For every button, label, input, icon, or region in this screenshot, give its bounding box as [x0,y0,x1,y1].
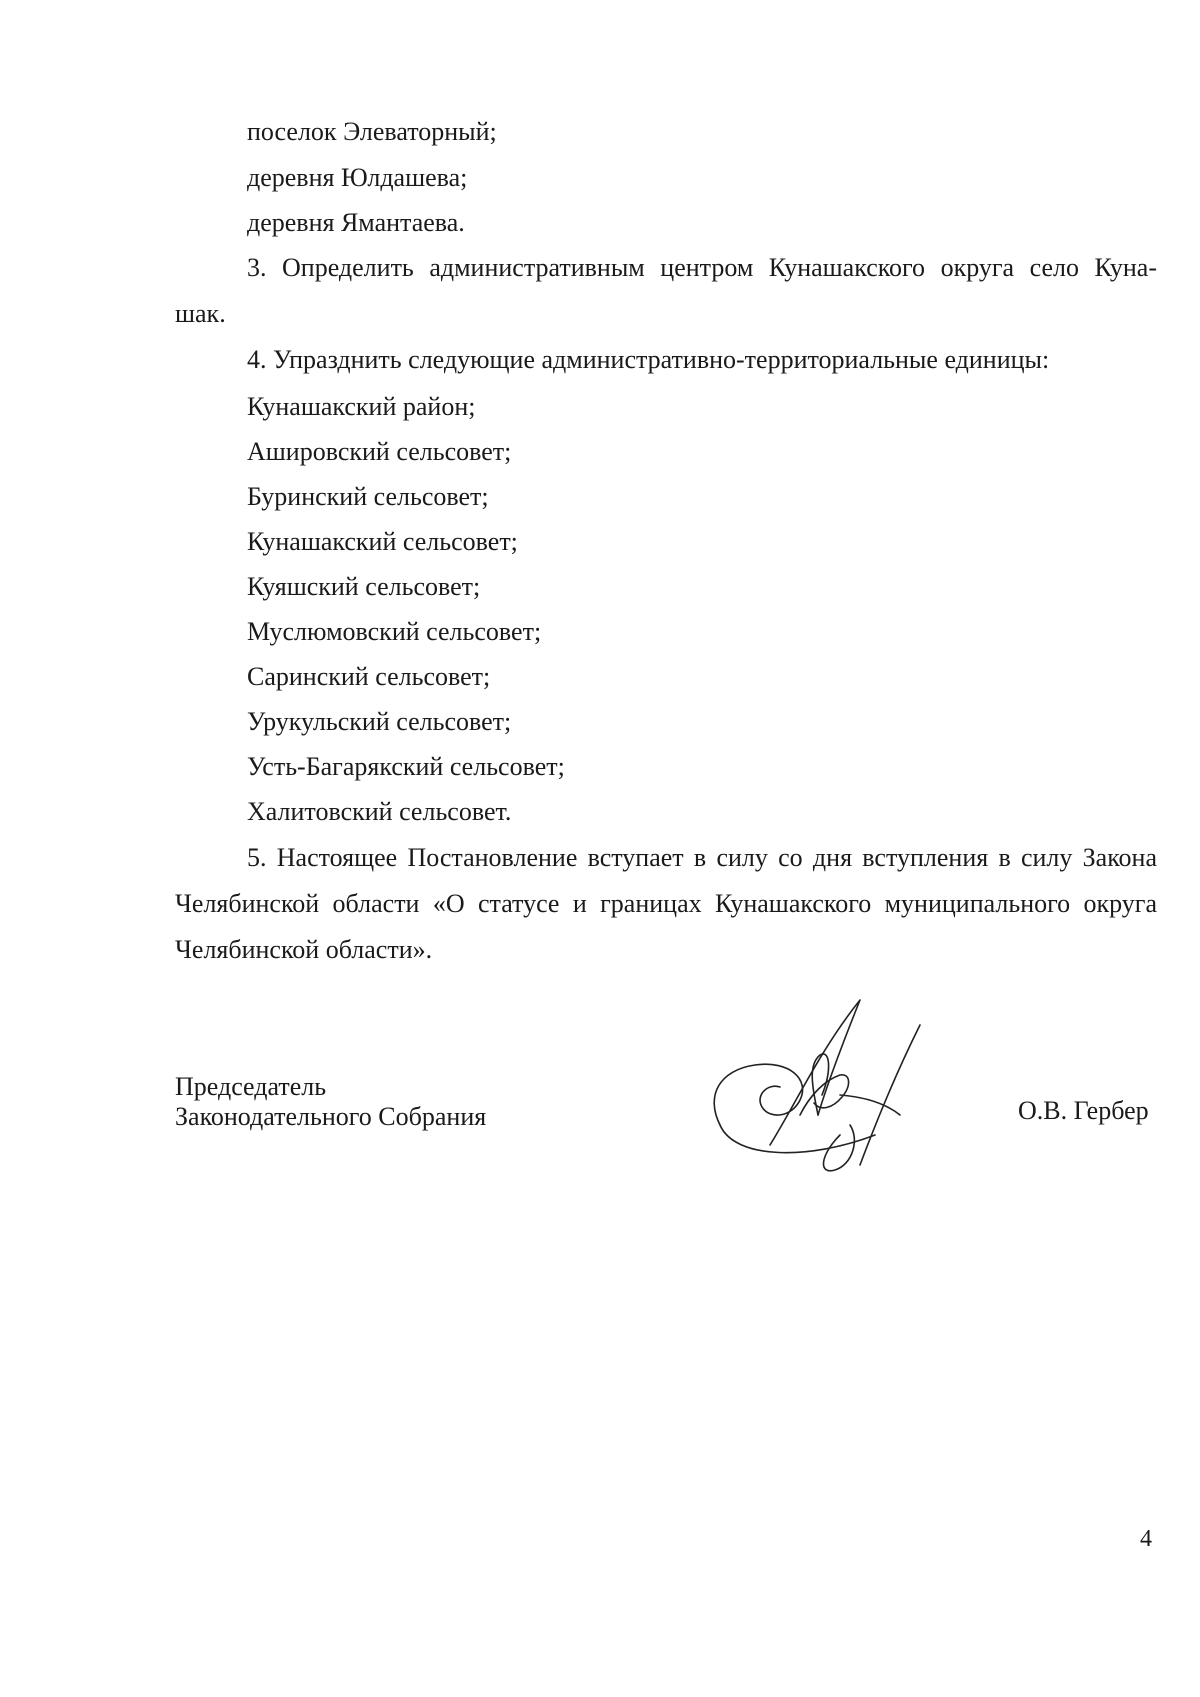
list-item: Урукульский сельсовет; [247,707,512,736]
list-item: Кунашакский район; [247,392,476,421]
paragraph-3-line-2: шак. [175,299,226,328]
list-item: поселок Элеваторный; [247,117,497,146]
list-item: Ашировский сельсовет; [247,437,512,466]
list-item: Буринский сельсовет; [247,482,489,511]
handwritten-signature [700,985,950,1175]
signer-name: О.В. Гербер [1018,1096,1149,1125]
signer-title-line-2: Законодательного Собрания [175,1102,487,1131]
page-number: 4 [1140,1526,1152,1552]
list-item: Саринский сельсовет; [247,662,491,691]
list-item: Куяшский сельсовет; [247,572,481,601]
list-item: Усть-Багарякский сельсовет; [247,752,565,781]
paragraph-5-line-1: 5. Настоящее Постановление вступает в силу со дня вступления в силу Закона [247,843,1157,872]
signer-title-line-1: Председатель [175,1072,327,1101]
paragraph-5-line-2: Челябинской области «О статусе и границах Кунашакского муниципального округа [175,889,1157,918]
list-item: Халитовский сельсовет. [247,797,512,826]
paragraph-5-line-3: Челябинской области». [175,935,433,964]
paragraph-4-intro: 4. Упразднить следующие административно-территориальные единицы: [247,345,1050,374]
list-item: Кунашакский сельсовет; [247,527,518,556]
list-item: деревня Юлдашева; [247,163,468,192]
paragraph-3-line-1: 3. Определить административным центром Кунашакского округа село Куна- [247,253,1157,282]
list-item: деревня Ямантаева. [247,208,465,237]
list-item: Муслюмовский сельсовет; [247,617,542,646]
